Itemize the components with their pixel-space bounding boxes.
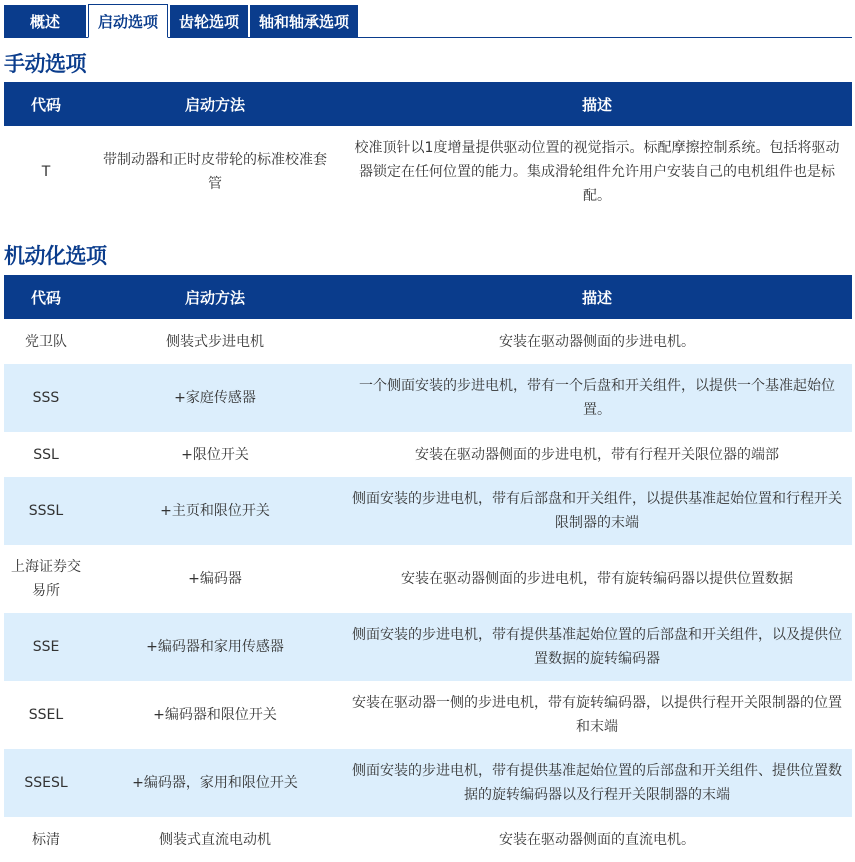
table-row xyxy=(4,364,852,432)
table-row xyxy=(4,681,852,749)
cell-code: SSE xyxy=(4,613,88,681)
manual-options-title: 手动选项 xyxy=(4,52,86,76)
cell-method: +家庭传感器 xyxy=(88,364,342,432)
tab-gear-options[interactable]: 齿轮选项 xyxy=(170,5,248,37)
cell-description: 校准顶针以1度增量提供驱动位置的视觉指示。标配摩擦控制系统。包括将驱动器锁定在任何位置的能力。集成滑轮组件允许用户安装自己的电机组件也是标配。 xyxy=(354,140,840,204)
cell-description: 安装在驱动器侧面的步进电机，带有行程开关限位器的端部 xyxy=(415,446,779,463)
cell-method: 带制动器和正时皮带轮的标准校准套管 xyxy=(103,152,327,192)
manual-options-table xyxy=(4,82,852,218)
table-row xyxy=(4,817,852,862)
header-code: 代码 xyxy=(4,82,88,126)
cell-code: SSS xyxy=(4,364,88,432)
cell-method: +编码器 xyxy=(188,571,242,587)
cell-code: T xyxy=(41,164,51,180)
table-row xyxy=(4,477,852,545)
cell-method: +限位开关 xyxy=(181,446,249,463)
cell-description: 侧面安装的步进电机，带有提供基准起始位置的后部盘和开关组件，以及提供位置数据的旋转编码器 xyxy=(342,613,852,681)
table-row xyxy=(4,126,852,218)
cell-method: +主页和限位开关 xyxy=(88,477,342,545)
motorized-options-title: 机动化选项 xyxy=(4,244,107,268)
tab-launch-options[interactable]: 启动选项 xyxy=(88,4,168,38)
table-header-row xyxy=(4,82,852,126)
header-method: 启动方法 xyxy=(88,82,342,126)
cell-description: 安装在驱动器侧面的直流电机。 xyxy=(499,831,695,848)
cell-code: SSSL xyxy=(4,477,88,545)
table-row xyxy=(4,432,852,477)
table-row xyxy=(4,613,852,681)
tab-overview[interactable]: 概述 xyxy=(4,5,86,37)
cell-description: 侧面安装的步进电机，带有后部盘和开关组件，以提供基准起始位置和行程开关限制器的末端 xyxy=(342,477,852,545)
cell-code: 标清 xyxy=(32,831,60,848)
header-code: 代码 xyxy=(4,275,88,319)
cell-method: +编码器，家用和限位开关 xyxy=(88,749,342,817)
cell-method: +编码器和限位开关 xyxy=(153,707,277,723)
table-row xyxy=(4,545,852,613)
cell-code: 上海证券交易所 xyxy=(11,559,81,599)
cell-description: 侧面安装的步进电机，带有提供基准起始位置的后部盘和开关组件、提供位置数据的旋转编码器以及行程开关限制器的末端 xyxy=(342,749,852,817)
tab-bar xyxy=(4,4,852,38)
cell-code: SSESL xyxy=(4,749,88,817)
cell-description: 一个侧面安装的步进电机，带有一个后盘和开关组件，以提供一个基准起始位置。 xyxy=(342,364,852,432)
cell-method: +编码器和家用传感器 xyxy=(88,613,342,681)
cell-code: SSL xyxy=(33,446,59,463)
header-method: 启动方法 xyxy=(88,275,342,319)
table-header-row xyxy=(4,275,852,319)
cell-code: 党卫队 xyxy=(25,333,67,350)
header-description: 描述 xyxy=(342,275,852,319)
cell-code: SSEL xyxy=(28,707,64,723)
table-row xyxy=(4,319,852,364)
cell-description: 安装在驱动器一侧的步进电机，带有旋转编码器，以提供行程开关限制器的位置和末端 xyxy=(352,695,842,735)
table-row xyxy=(4,749,852,817)
cell-description: 安装在驱动器侧面的步进电机。 xyxy=(499,333,695,350)
cell-method: 侧装式直流电动机 xyxy=(159,831,271,848)
cell-description: 安装在驱动器侧面的步进电机，带有旋转编码器以提供位置数据 xyxy=(401,571,793,587)
motorized-options-table xyxy=(4,275,852,862)
cell-method: 侧装式步进电机 xyxy=(166,333,264,350)
header-description: 描述 xyxy=(342,82,852,126)
tab-shaft-bearing-options[interactable]: 轴和轴承选项 xyxy=(250,5,358,37)
